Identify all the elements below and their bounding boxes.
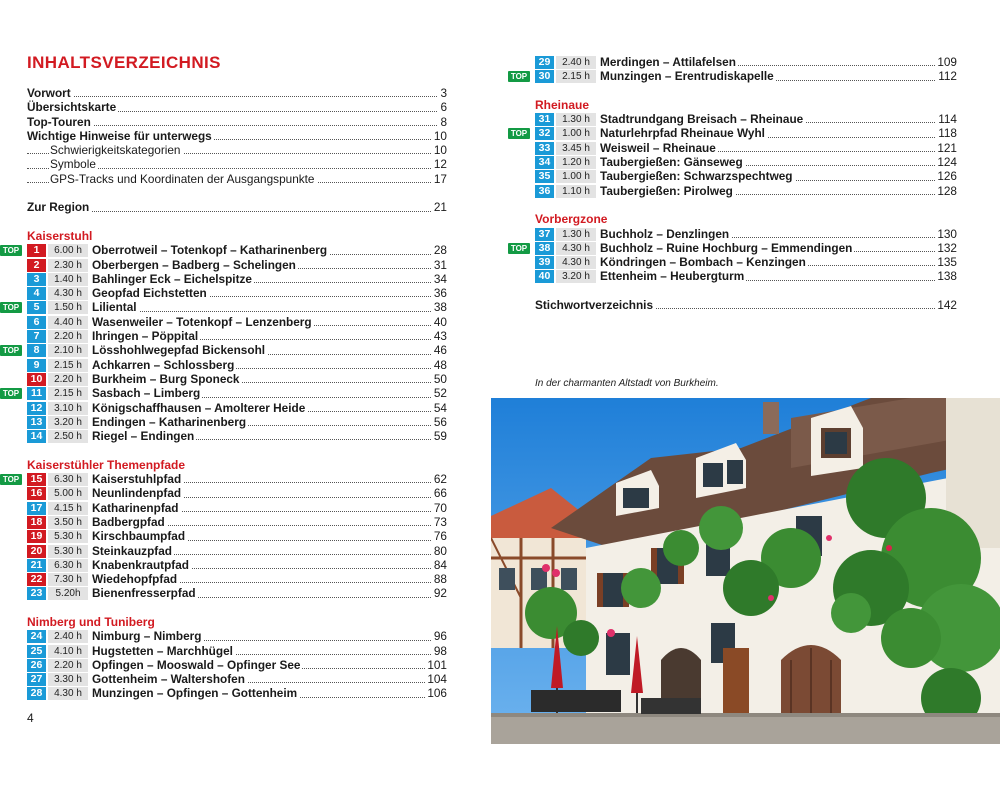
- section-heading: Rheinaue: [535, 97, 590, 112]
- tour-entry[interactable]: [535, 255, 957, 269]
- tour-page: 38: [433, 300, 447, 315]
- tour-number-badge: 32: [535, 127, 554, 140]
- tour-page: 36: [433, 286, 447, 301]
- tour-number-badge: 31: [535, 113, 554, 126]
- tour-page: 101: [427, 657, 447, 672]
- tour-title: Weisweil – Rheinaue: [600, 140, 716, 155]
- tour-page: 135: [937, 255, 957, 270]
- tour-title: Taubergießen: Schwarzspechtweg: [600, 169, 793, 184]
- tour-page: 106: [427, 686, 447, 701]
- tour-sections-left: [2, 228, 447, 701]
- tour-page: 76: [433, 529, 447, 544]
- tour-entry[interactable]: [510, 240, 957, 255]
- tour-number-badge: 8: [27, 344, 46, 357]
- tour-title: Wasenweiler – Totenkopf – Lenzenberg: [92, 314, 312, 329]
- tour-page: 88: [433, 572, 447, 587]
- tour-page: 128: [937, 183, 957, 198]
- tour-number-badge: 16: [27, 487, 46, 500]
- toc-entry-label: Vorwort: [27, 86, 71, 100]
- toc-entry[interactable]: [27, 100, 447, 114]
- tour-entry[interactable]: [535, 141, 957, 155]
- tour-entry[interactable]: [27, 329, 447, 343]
- tour-title: Buchholz – Denzlingen: [600, 226, 730, 241]
- tour-page: 40: [433, 314, 447, 329]
- tour-page: 98: [433, 643, 447, 658]
- tour-duration: 4.10 h: [48, 645, 88, 658]
- tour-title: Bahlinger Eck – Eichelspitze: [92, 271, 252, 286]
- tour-number-badge: 18: [27, 516, 46, 529]
- tour-number-badge: 30: [535, 70, 554, 83]
- tour-number-badge: 19: [27, 530, 46, 543]
- tour-entry[interactable]: [27, 272, 447, 286]
- tour-title: Bienenfresserpfad: [92, 586, 196, 601]
- tour-duration: 3.45 h: [556, 142, 596, 155]
- tour-title: Munzingen – Opfingen – Gottenheim: [92, 686, 298, 701]
- tour-page: 124: [937, 155, 957, 170]
- toc-entry-page: 10: [433, 143, 447, 158]
- tour-title: Gottenheim – Waltershofen: [92, 672, 245, 687]
- tour-entry[interactable]: [510, 69, 957, 84]
- toc-entry-page: 12: [433, 157, 447, 172]
- tour-entry[interactable]: [27, 258, 447, 272]
- tour-title: Königschaffhausen – Amolterer Heide: [92, 400, 306, 415]
- top-badge: TOP: [0, 388, 22, 399]
- tour-entry[interactable]: [535, 112, 957, 126]
- tour-number-badge: 20: [27, 545, 46, 558]
- tour-number-badge: 12: [27, 402, 46, 415]
- page-number: 4: [27, 711, 34, 725]
- tour-entry[interactable]: [27, 515, 447, 529]
- tour-title: Lösshohlwegepfad Bickensohl: [92, 343, 266, 358]
- tour-number-badge: 28: [27, 687, 46, 700]
- tour-page: 54: [433, 400, 447, 415]
- tour-title: Opfingen – Mooswald – Opfinger See: [92, 657, 301, 672]
- tour-entry[interactable]: [510, 126, 957, 141]
- tour-sections-right: [510, 97, 957, 284]
- tour-number-badge: 4: [27, 287, 46, 300]
- tour-duration: 3.10 h: [48, 402, 88, 415]
- tour-entry[interactable]: [535, 55, 957, 69]
- tour-duration: 4.30 h: [48, 287, 88, 300]
- tour-entry[interactable]: [535, 155, 957, 169]
- toc-right-column: [510, 55, 957, 313]
- tour-number-badge: 39: [535, 256, 554, 269]
- tour-page: 96: [433, 629, 447, 644]
- tour-page: 84: [433, 557, 447, 572]
- tour-duration: 5.20h: [48, 587, 88, 600]
- tour-title: Kaiserstuhlpfad: [92, 472, 182, 487]
- tour-title: Ihringen – Pöppital: [92, 329, 199, 344]
- tour-entry[interactable]: [27, 501, 447, 515]
- tour-duration: 2.20 h: [48, 330, 88, 343]
- tour-title: Sasbach – Limberg: [92, 386, 201, 401]
- tour-number-badge: 21: [27, 559, 46, 572]
- tour-title: Burkheim – Burg Sponeck: [92, 371, 240, 386]
- continued-tour-list: [510, 55, 957, 84]
- tour-title: Katharinenpfad: [92, 500, 179, 515]
- section-heading: Vorbergzone: [535, 212, 608, 227]
- tour-title: Wiedehopfpfad: [92, 572, 178, 587]
- top-badge: TOP: [0, 302, 22, 313]
- toc-entry[interactable]: [27, 129, 447, 143]
- tour-number-badge: 34: [535, 156, 554, 169]
- tour-duration: 1.10 h: [556, 185, 596, 198]
- tour-duration: 3.50 h: [48, 516, 88, 529]
- tour-number-badge: 17: [27, 502, 46, 515]
- tour-duration: 2.20 h: [48, 373, 88, 386]
- toc-entry-label: Wichtige Hinweise für unterwegs: [27, 128, 212, 143]
- tour-title: Ettenheim – Heubergturm: [600, 269, 745, 284]
- tour-number-badge: 9: [27, 359, 46, 372]
- tour-page: 46: [433, 343, 447, 358]
- tour-number-badge: 38: [535, 242, 554, 255]
- tour-duration: 4.40 h: [48, 316, 88, 329]
- tour-entry[interactable]: [535, 169, 957, 183]
- tour-entry[interactable]: [2, 243, 447, 258]
- tour-entry[interactable]: [27, 658, 447, 672]
- section-heading: Kaiserstuhl: [27, 228, 93, 243]
- toc-entry-region[interactable]: Zur Region 21: [27, 200, 447, 215]
- burkheim-photo-illustration: [491, 398, 1000, 744]
- photo-caption: In der charmanten Altstadt von Burkheim.: [535, 378, 719, 389]
- tour-title: Geopfad Eichstetten: [92, 286, 207, 301]
- tour-duration: 1.30 h: [556, 113, 596, 126]
- tour-page: 66: [433, 486, 447, 501]
- tour-duration: 4.15 h: [48, 502, 88, 515]
- tour-title: Badbergpfad: [92, 514, 165, 529]
- tour-duration: 2.40 h: [556, 56, 596, 69]
- tour-page: 121: [937, 140, 957, 155]
- tour-entry[interactable]: [2, 386, 447, 401]
- tour-entry[interactable]: [535, 184, 957, 198]
- tour-duration: 2.50 h: [48, 430, 88, 443]
- tour-entry[interactable]: [27, 529, 447, 543]
- tour-title: Merdingen – Attilafelsen: [600, 55, 736, 69]
- tour-title: Neunlindenpfad: [92, 486, 182, 501]
- tour-title: Nimburg – Nimberg: [92, 629, 202, 644]
- tour-page: 114: [938, 112, 957, 127]
- tour-title: Taubergießen: Pirolweg: [600, 183, 733, 198]
- tour-duration: 4.30 h: [556, 242, 596, 255]
- tour-number-badge: 40: [535, 270, 554, 283]
- tour-entry[interactable]: [27, 686, 447, 700]
- tour-duration: 1.00 h: [556, 170, 596, 183]
- tour-number-badge: 29: [535, 56, 554, 69]
- tour-entry[interactable]: [27, 558, 447, 572]
- burkheim-photo: [491, 398, 1000, 744]
- toc-entry-page: 10: [433, 128, 447, 143]
- tour-number-badge: 7: [27, 330, 46, 343]
- tour-number-badge: 25: [27, 645, 46, 658]
- tour-duration: 1.20 h: [556, 156, 596, 169]
- tour-number-badge: 36: [535, 185, 554, 198]
- tour-title: Liliental: [92, 300, 137, 315]
- tour-duration: 5.00 h: [48, 487, 88, 500]
- tour-number-badge: 5: [27, 301, 46, 314]
- tour-duration: 1.00 h: [556, 127, 596, 140]
- tour-number-badge: 1: [27, 244, 46, 257]
- tour-number-badge: 22: [27, 573, 46, 586]
- top-badge: TOP: [0, 345, 22, 356]
- tour-duration: 2.15 h: [556, 70, 596, 83]
- tour-entry[interactable]: [27, 372, 447, 386]
- tour-duration: 2.20 h: [48, 659, 88, 672]
- tour-number-badge: 35: [535, 170, 554, 183]
- tour-number-badge: 24: [27, 630, 46, 643]
- tour-entry[interactable]: [27, 315, 447, 329]
- tour-number-badge: 15: [27, 473, 46, 486]
- tour-page: 59: [433, 429, 447, 444]
- tour-duration: 1.30 h: [556, 228, 596, 241]
- toc-entry-label: Symbole: [50, 157, 96, 172]
- tour-entry[interactable]: [27, 572, 447, 586]
- tour-duration: 3.20 h: [48, 416, 88, 429]
- tour-duration: 1.40 h: [48, 273, 88, 286]
- tour-page: 118: [938, 126, 957, 141]
- tour-duration: 3.30 h: [48, 673, 88, 686]
- tour-entry[interactable]: [27, 429, 447, 443]
- tour-number-badge: 26: [27, 659, 46, 672]
- tour-page: 109: [937, 55, 957, 69]
- tour-title: Oberbergen – Badberg – Schelingen: [92, 257, 296, 272]
- toc-entry-page: 17: [433, 171, 447, 186]
- tour-duration: 6.30 h: [48, 559, 88, 572]
- tour-title: Oberrotweil – Totenkopf – Katharinenberg: [92, 243, 328, 258]
- section-heading: Nimberg und Tuniberg: [27, 614, 155, 629]
- tour-page: 50: [433, 371, 447, 386]
- tour-duration: 3.20 h: [556, 270, 596, 283]
- tour-entry[interactable]: [27, 586, 447, 600]
- tour-title: Steinkauzpfad: [92, 543, 172, 558]
- tour-title: Endingen – Katharinenberg: [92, 414, 247, 429]
- tour-number-badge: 2: [27, 259, 46, 272]
- toc-entry-label: Top-Touren: [27, 114, 91, 129]
- tour-number-badge: 27: [27, 673, 46, 686]
- tour-title: Naturlehrpfad Rheinaue Wyhl: [600, 126, 765, 141]
- tour-duration: 4.30 h: [556, 256, 596, 269]
- tour-duration: 5.30 h: [48, 545, 88, 558]
- tour-entry[interactable]: [27, 629, 447, 643]
- tour-duration: 2.15 h: [48, 387, 88, 400]
- tour-page: 28: [433, 243, 447, 258]
- tour-title: Köndringen – Bombach – Kenzingen: [600, 255, 806, 270]
- tour-entry[interactable]: [2, 300, 447, 315]
- tour-number-badge: 10: [27, 373, 46, 386]
- tour-duration: 5.30 h: [48, 530, 88, 543]
- tour-number-badge: 11: [27, 387, 46, 400]
- top-badge: TOP: [508, 243, 530, 254]
- tour-entry[interactable]: [27, 286, 447, 300]
- tour-page: 138: [937, 269, 957, 284]
- tour-page: 56: [433, 414, 447, 429]
- section-heading: Kaiserstühler Themenpfade: [27, 457, 186, 472]
- tour-title: Riegel – Endingen: [92, 429, 195, 444]
- tour-page: 104: [427, 672, 447, 687]
- tour-page: 62: [433, 472, 447, 487]
- tour-number-badge: 13: [27, 416, 46, 429]
- tour-duration: 6.30 h: [48, 473, 88, 486]
- tour-number-badge: 37: [535, 228, 554, 241]
- tour-page: 132: [937, 240, 957, 255]
- tour-entry[interactable]: [27, 358, 447, 372]
- tour-entry[interactable]: [2, 343, 447, 358]
- tour-entry[interactable]: [27, 644, 447, 658]
- page-title: INHALTSVERZEICHNIS: [27, 53, 221, 72]
- tour-page: 112: [938, 69, 957, 84]
- toc-entry-label: Übersichtskarte: [27, 100, 117, 115]
- front-matter-list: [27, 86, 447, 186]
- toc-entry-index[interactable]: Stichwortverzeichnis 142: [535, 298, 957, 313]
- tour-title: Kirschbaumpfad: [92, 529, 186, 544]
- tour-title: Buchholz – Ruine Hochburg – Emmendingen: [600, 240, 853, 255]
- tour-duration: 2.40 h: [48, 630, 88, 643]
- tour-page: 80: [433, 543, 447, 558]
- tour-duration: 1.50 h: [48, 301, 88, 314]
- tour-title: Munzingen – Erentrudiskapelle: [600, 69, 774, 84]
- toc-entry[interactable]: [27, 157, 447, 171]
- tour-entry[interactable]: [2, 472, 447, 487]
- tour-page: 92: [433, 586, 447, 601]
- tour-page: 73: [433, 514, 447, 529]
- tour-number-badge: 33: [535, 142, 554, 155]
- tour-entry[interactable]: [27, 544, 447, 558]
- tour-page: 70: [433, 500, 447, 515]
- tour-number-badge: 23: [27, 587, 46, 600]
- tour-entry[interactable]: [27, 672, 447, 686]
- tour-entry[interactable]: [535, 269, 957, 283]
- toc-left-column: [2, 52, 447, 701]
- tour-entry[interactable]: [27, 415, 447, 429]
- toc-entry-label: Schwierigkeitskategorien: [50, 143, 181, 158]
- tour-title: Hugstetten – Marchhügel: [92, 643, 233, 658]
- tour-entry[interactable]: [27, 401, 447, 415]
- tour-title: Taubergießen: Gänseweg: [600, 155, 743, 170]
- tour-number-badge: 14: [27, 430, 46, 443]
- toc-entry[interactable]: [27, 143, 447, 157]
- tour-duration: 7.30 h: [48, 573, 88, 586]
- tour-number-badge: 6: [27, 316, 46, 329]
- toc-entry-page: 3: [440, 86, 447, 100]
- tour-duration: 2.30 h: [48, 259, 88, 272]
- tour-page: 48: [433, 357, 447, 372]
- tour-page: 34: [433, 271, 447, 286]
- tour-title: Stadtrundgang Breisach – Rheinaue: [600, 112, 804, 127]
- tour-title: Achkarren – Schlossberg: [92, 357, 235, 372]
- tour-title: Knabenkrautpfad: [92, 557, 190, 572]
- toc-entry-page: 6: [440, 100, 447, 115]
- tour-entry[interactable]: [27, 486, 447, 500]
- toc-entry-label: GPS-Tracks und Koordinaten der Ausgangspunkte: [50, 171, 315, 186]
- tour-page: 126: [937, 169, 957, 184]
- top-badge: TOP: [0, 245, 22, 256]
- tour-duration: 2.15 h: [48, 359, 88, 372]
- toc-entry[interactable]: [27, 172, 447, 186]
- tour-entry[interactable]: [535, 227, 957, 241]
- toc-entry[interactable]: [27, 86, 447, 100]
- top-badge: TOP: [0, 474, 22, 485]
- top-badge: TOP: [508, 128, 530, 139]
- tour-page: 43: [433, 329, 447, 344]
- tour-number-badge: 3: [27, 273, 46, 286]
- tour-page: 130: [937, 226, 957, 241]
- tour-page: 31: [433, 257, 447, 272]
- top-badge: TOP: [508, 71, 530, 82]
- toc-entry[interactable]: [27, 115, 447, 129]
- toc-entry-page: 8: [440, 114, 447, 129]
- tour-duration: 4.30 h: [48, 687, 88, 700]
- tour-page: 52: [433, 386, 447, 401]
- tour-duration: 2.10 h: [48, 344, 88, 357]
- tour-duration: 6.00 h: [48, 244, 88, 257]
